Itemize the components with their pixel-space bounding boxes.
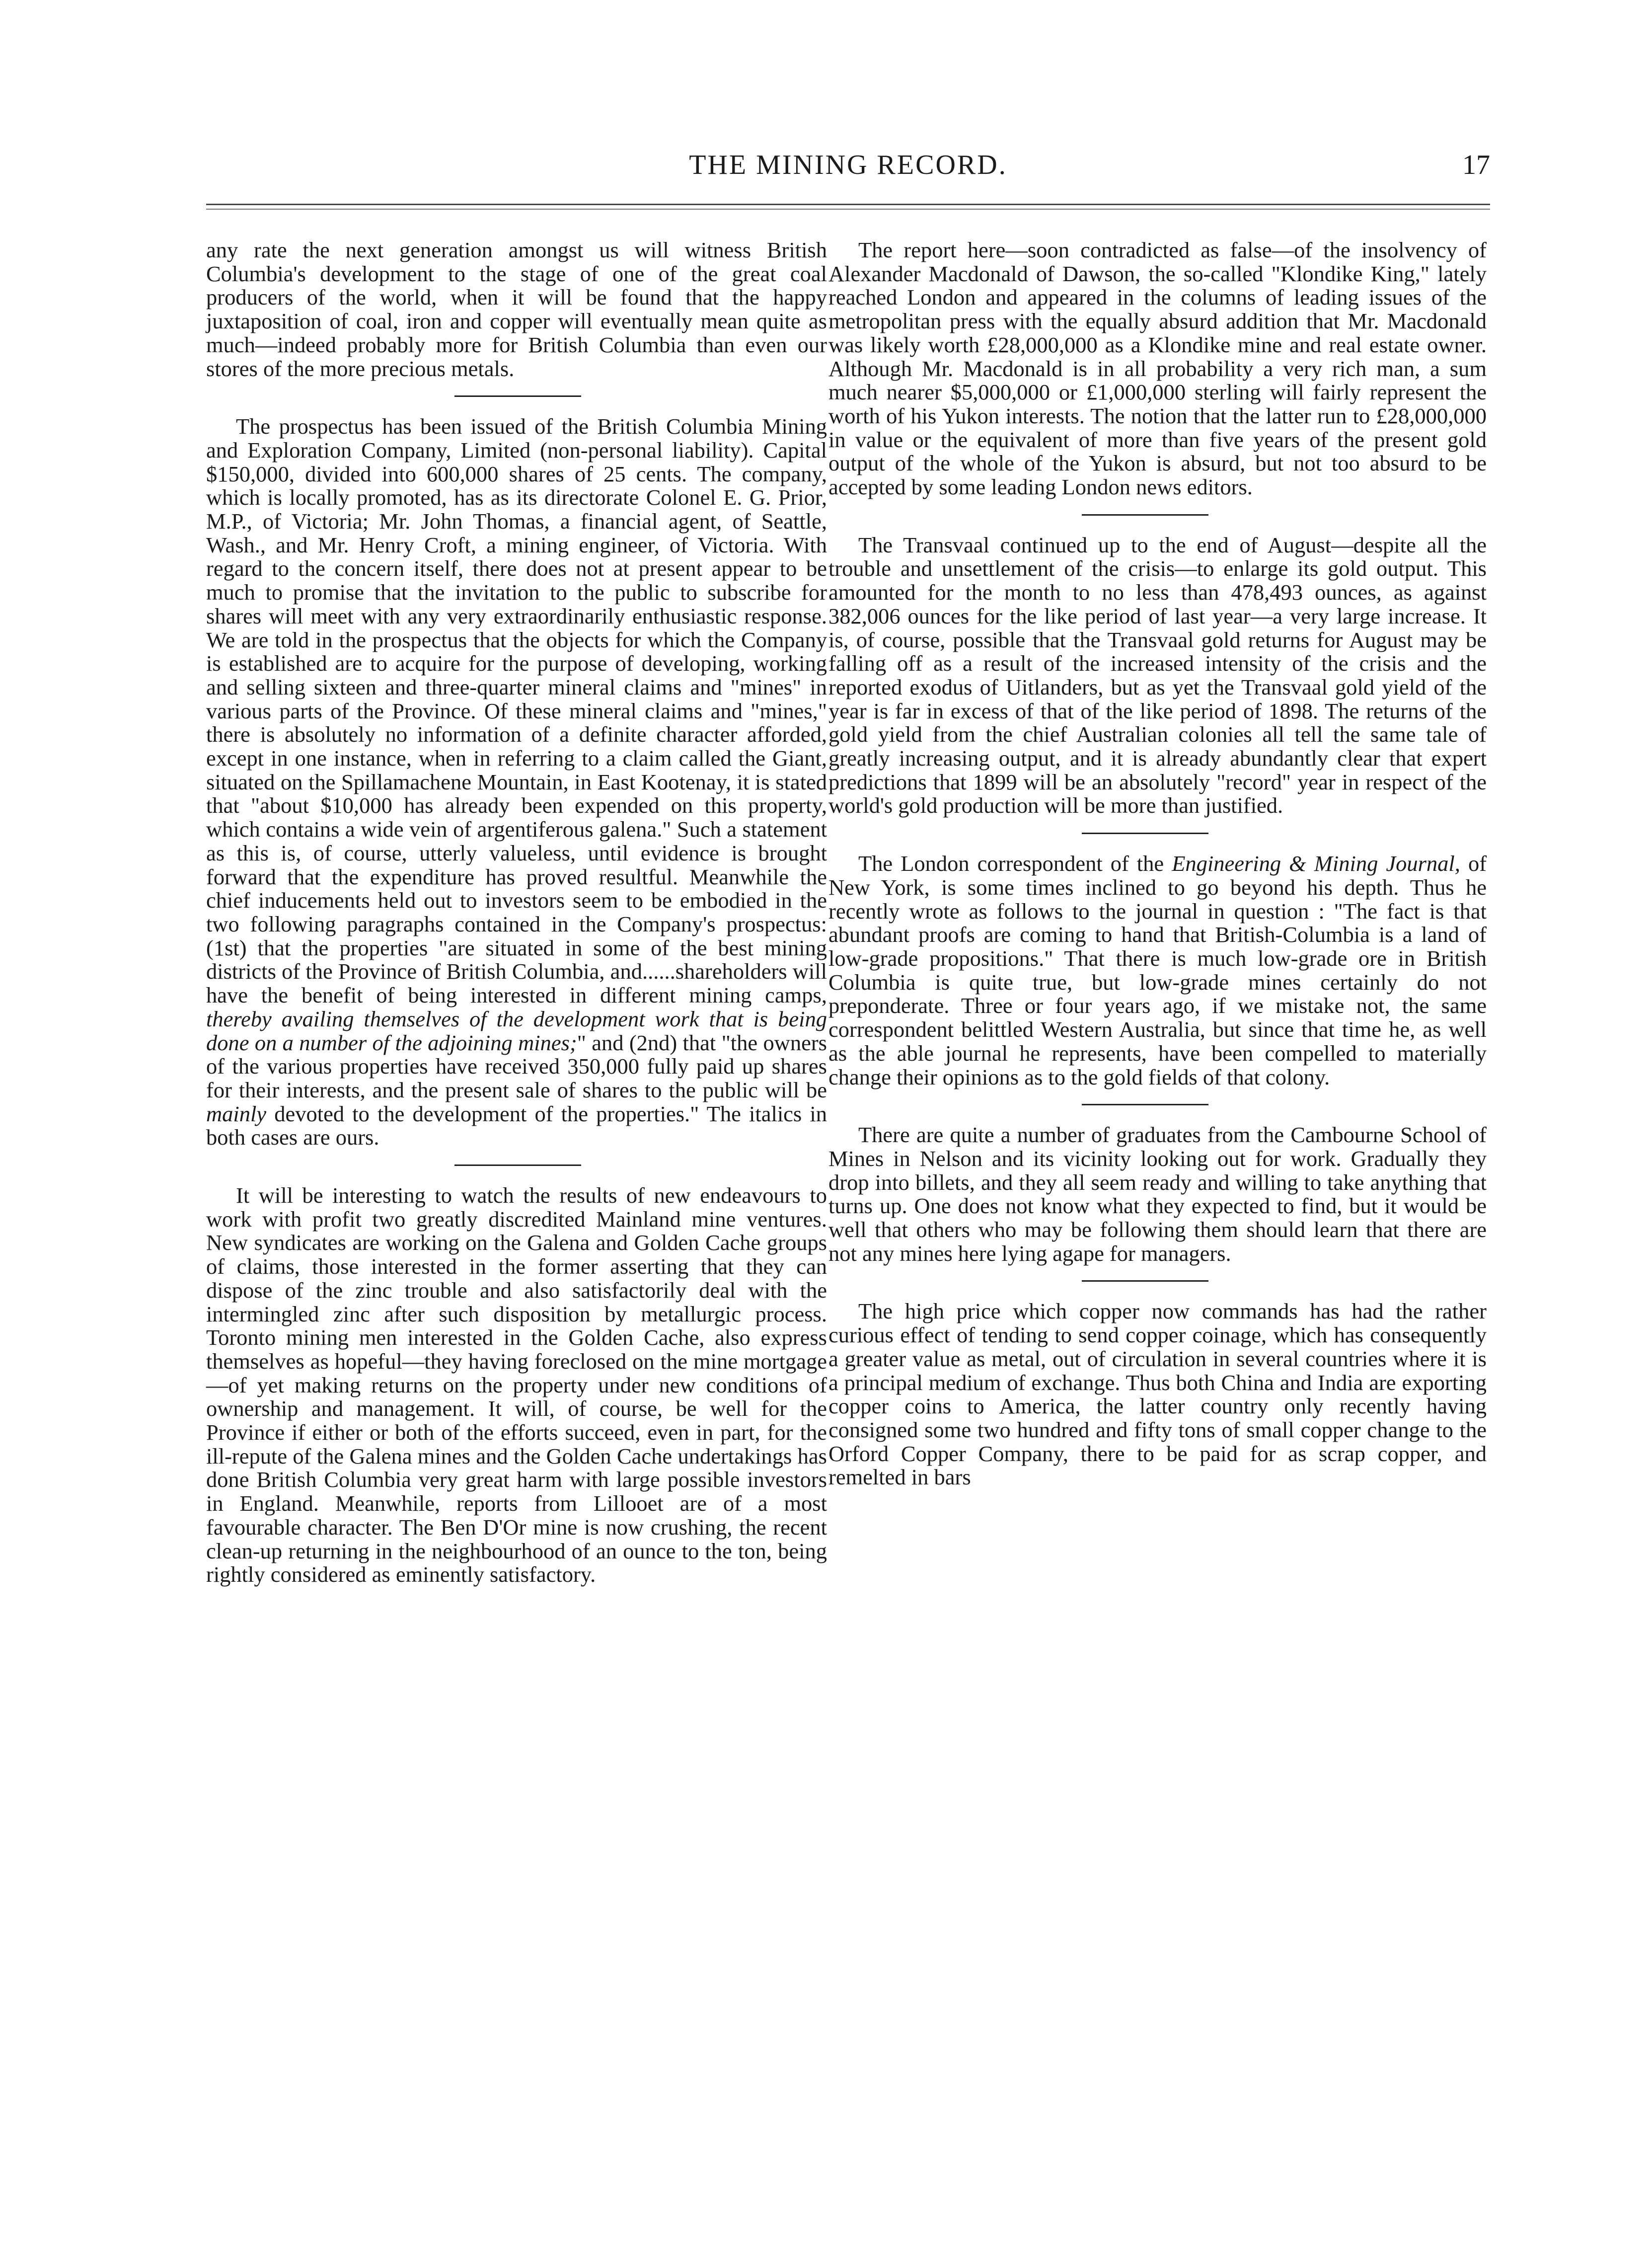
- section-divider: [1082, 1104, 1208, 1105]
- paragraph-text: The prospectus has been issued of the British Columbia Mining and Exploration Company, Limited (non-personal liability). Capital $150,000, divided into 600,000 shares of 25 cents. The company, which is locally promoted, has as its directorate Colonel E. G. Prior, M.P., of Victoria; Mr. John Thomas, a financial agent, of Seattle, Wash., and Mr. Henry Croft, a mining engineer, of Victoria. With regard to the concern itself, there does not at present appear to be much to promise that the invitation to the public to subscribe for shares will meet with any very extraordinarily enthusiastic response. We are told in the prospectus that the objects for which the Company is established are to acquire for the purpose of developing, working and selling sixteen and three-quarter mineral claims and "mines" in various parts of the Province. Of these mineral claims and "mines," there is absolutely no information of a definite character afforded, except in one instance, when in referring to a claim called the Giant, situated on the Spillamachene Mountain, in East Kootenay, it is stated that "about $10,000 has already been expended on this property, which contains a wide vein of argentiferous galena." Such a statement as this is, of course, utterly valueless, until evidence is brought forward that the expenditure has proved resultful. Meanwhile the chief inducements held out to investors seem to be embodied in the two following paragraphs contained in the Company's prospectus: (1st) that the properties "are situated in some of the best mining districts of the Province of British Columbia, and......shareholders will have the benefit of being interested in different mining camps,: [206, 414, 827, 1008]
- italic-word: mainly: [206, 1101, 267, 1126]
- page-number: 17: [1462, 150, 1490, 180]
- paragraph-london-correspondent: [828, 852, 1487, 1089]
- paragraph-coal-iron-copper: any rate the next generation amongst us will witness British Columbia's development to the stage of one of the great coal producers of the world, when it will be found that the happy juxtaposition of coal, iron and copper will eventually mean quite as much—indeed probably more for British Columbia than even our stores of the more precious metals.: [206, 237, 827, 381]
- section-divider: [454, 1164, 581, 1166]
- paragraph-copper-price: The high price which copper now commands has had the rather curious effect of tending to send copper coinage, which has consequently a greater value as metal, out of circulation in several countries where it is a principal medium of exchange. Thus both China and India are exporting copper coins to America, the latter country only recently having consigned some two hundred and fifty tons of small copper change to the Orford Copper Company, there to be paid for as scrap copper, and remelted in bars: [828, 1299, 1487, 1490]
- paragraph-mainland-ventures: It will be interesting to watch the results of new endeavours to work with profit two greatly discredited Mainland mine ventures. New syndicates are working on the Galena and Golden Cache groups of claims, those interested in the former asserting that they can dispose of the zinc trouble and also satisfactorily deal with the intermingled zinc after such disposition by metallurgic process. Toronto mining men interested in the Golden Cache, also express themselves as hopeful—they having foreclosed on the mine mortgage—of yet making returns on the property under new conditions of ownership and management. It will, of course, be well for the Province if either or both of the efforts succeed, even in part, for the ill-repute of the Galena mines and the Golden Cache undertakings has done British Columbia very great harm with large possible investors in England. Meanwhile, reports from Lillooet are of a most favourable character. The Ben D'Or mine is now crushing, the recent clean-up returning in the neighbourhood of an ounce to the ton, being rightly considered as eminently satisfactory.: [206, 1183, 827, 1587]
- paragraph-text: of New York, is some times inclined to go beyond his depth. Thus he recently wrote as follows to the journal in question : "The fact is that abundant proofs are coming to hand that British-Columbia is a land of low-grade propositions." That there is much low-grade ore in British Columbia is quite true, but low-grade mines certainly do not preponderate. Three or four years ago, if we mistake not, the same correspondent belittled Western Australia, but since that time he, as well as the able journal he represents, have been compelled to materially change their opinions as to the gold fields of that colony.: [828, 851, 1487, 1089]
- section-divider: [1082, 833, 1208, 834]
- section-divider: [1082, 514, 1208, 516]
- header-rule-secondary: [206, 209, 1490, 210]
- section-divider: [454, 395, 581, 397]
- page-header: [206, 149, 1490, 199]
- publication-title: THE MINING RECORD.: [689, 150, 1007, 180]
- paragraph-transvaal: The Transvaal continued up to the end of August—despite all the trouble and unsettlement of the crisis—to enlarge its gold output. This amounted for the month to no less than 478,493 ounces, as against 382,006 ounces for the like period of last year—a very large increase. It is, of course, possible that the Transvaal gold returns for August may be falling off as a result of the increased intensity of the crisis and the reported exodus of Uitlanders, but as yet the Transvaal gold yield of the year is far in excess of that of the like period of 1898. The returns of the gold yield from the chief Australian colonies all tell the same tale of greatly increasing output, and it is already abundantly clear that expert predictions that 1899 will be an absolutely "record" year in respect of the world's gold production will be more than justified.: [828, 532, 1487, 818]
- paragraph-klondike-king: The report here—soon contradicted as false—of the insolvency of Alexander Macdonald of Dawson, the so-called "Klondike King," lately reached London and appeared in the columns of leading issues of the metropolitan press with the equally absurd addition that Mr. Macdonald was likely worth £28,000,000 as a Klondike mine and real estate owner. Although Mr. Macdonald is in all probability a very rich man, a sum much nearer $5,000,000 or £1,000,000 sterling will fairly represent the worth of his Yukon interests. The notion that the latter run to £28,000,000 in value or the equivalent of more than five years of the present gold output of the whole of the Yukon is absurd, but not too absurd to be accepted by some leading London news editors.: [828, 237, 1487, 500]
- header-rule: [206, 204, 1490, 205]
- paragraph-text: devoted to the development of the properties." The italics in both cases are ours.: [206, 1101, 827, 1150]
- paragraph-text: " and (2nd) that "the owners of the various properties have received 350,000 fully paid up shares for their interests, and the present sale of shares to the public will be: [206, 1030, 827, 1102]
- paragraph-cambourne-graduates: There are quite a number of graduates from the Cambourne School of Mines in Nelson and its vicinity looking out for work. Gradually they drop into billets, and they all seem ready and willing to take anything that turns up. One does not know what they expected to find, but it would be well that others who may be following them should learn that there are not any mines here lying agape for managers.: [828, 1122, 1487, 1266]
- section-divider: [1082, 1280, 1208, 1282]
- paragraph-text: The London correspondent of the: [858, 851, 1164, 876]
- right-column: [828, 238, 1487, 1489]
- paragraph-prospectus: [206, 415, 827, 1150]
- left-column: [206, 238, 827, 1587]
- italic-quote: thereby availing themselves of the development work that is being done on a number of the adjoining mines;: [206, 1006, 827, 1055]
- italic-journal-name: Engineering & Mining Journal,: [1172, 851, 1460, 876]
